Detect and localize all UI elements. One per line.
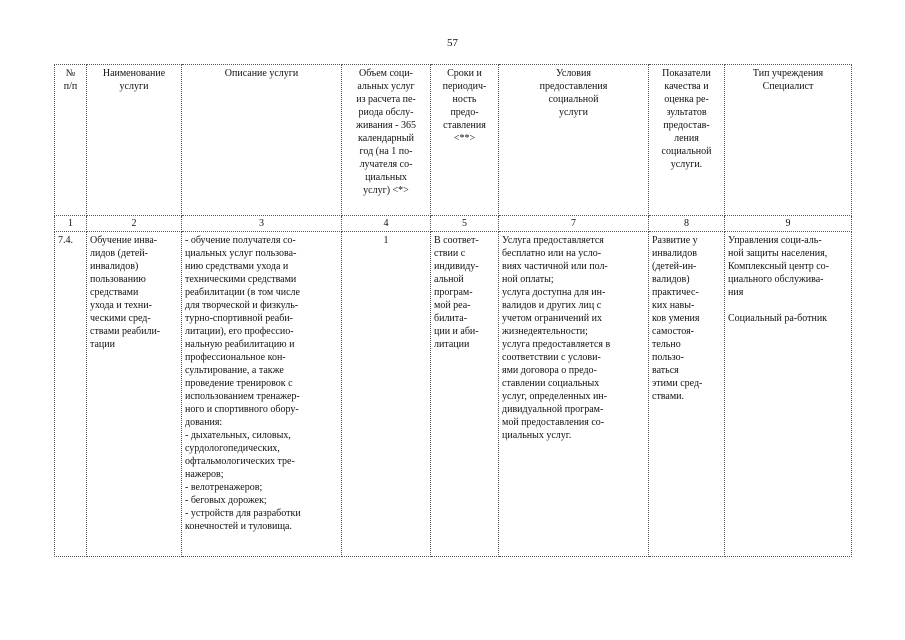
header-terms: Сроки и периодич- ность предо- ставления <**> [431, 65, 499, 216]
page-number: 57 [447, 37, 458, 49]
column-number: 2 [87, 216, 182, 232]
row-number: 7.4. [55, 232, 87, 557]
column-number: 4 [342, 216, 431, 232]
column-number: 1 [55, 216, 87, 232]
service-terms: В соответ- ствии с индивиду- альной програм- мой реа- билита- ции и аби- литации [431, 232, 499, 557]
service-indicators: Развитие у инвалидов (детей-ин- валидов) практичес- ких навы- ков умения самостоя- тельно пользо- ваться этими сред- ствами. [649, 232, 725, 557]
header-conditions: Условия предоставления социальной услуги [499, 65, 649, 216]
column-number: 5 [431, 216, 499, 232]
column-number: 3 [182, 216, 342, 232]
institution-type: Управления соци-аль- ной защиты населения, Комплексный центр со- циального обслужива- ния Социальный ра-ботник [725, 232, 852, 557]
column-number: 8 [649, 216, 725, 232]
service-volume: 1 [342, 232, 431, 557]
header-name: Наименование услуги [87, 65, 182, 216]
service-description: - обучение получателя со- циальных услуг пользова- нию средствами ухода и техническими средствами реабилитации (в том числе для творческой и физкуль- турно-спортивной реаби- литации), его профессио- нальную реабилитацию и профессиональное кон- сультирование, а также проведение тренировок с использованием тренажер- ного и спортивного обору- дования: - дыхательных, силовых, сурдологопедических, офтальмологических тре- нажеров; - велотренажеров; - беговых дорожек; - устройств для разработки конечностей и туловища. [182, 232, 342, 557]
header-indicators: Показатели качества и оценка ре- зультатов предостав- ления социальной услуги. [649, 65, 725, 216]
header-description: Описание услуги [182, 65, 342, 216]
services-table [54, 64, 852, 557]
column-number-row [55, 216, 852, 232]
header-volume: Объем соци- альных услуг из расчета пе- риода обслу- живания - 365 календарный год (на 1 по- лучателя со- циальных услуг) <*> [342, 65, 431, 216]
header-row [55, 65, 852, 216]
service-conditions: Услуга предоставляется бесплатно или на усло- виях частичной или пол- ной оплаты; услуга доступна для ин- валидов и других лиц с учетом ограничений их жизнедеятельности; услуга предоставляется в соответствии с услови- ями договора о предо- ставлении социальных услуг, определенных ин- дивидуальной програм- мой предоставления со- циальных услуг. [499, 232, 649, 557]
service-name: Обучение инва- лидов (детей- инвалидов) пользованию средствами ухода и техни- ческими сред- ствами реабили- тации [87, 232, 182, 557]
column-number: 9 [725, 216, 852, 232]
table-row [55, 232, 852, 557]
header-num: № п/п [55, 65, 87, 216]
header-type: Тип учреждения Специалист [725, 65, 852, 216]
column-number: 7 [499, 216, 649, 232]
